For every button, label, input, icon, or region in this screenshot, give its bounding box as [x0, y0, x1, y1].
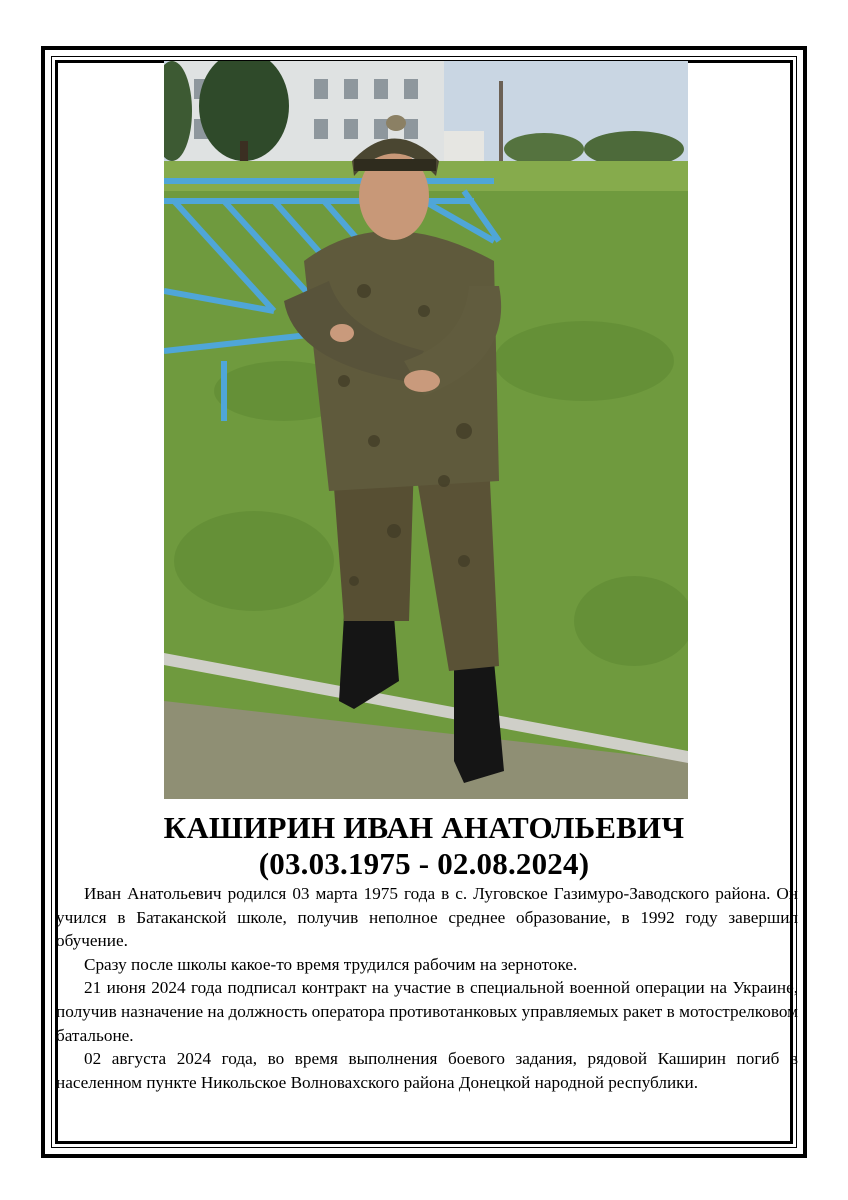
soldier-portrait-illustration — [164, 61, 688, 799]
biography-paragraph: Сразу после школы какое-то время трудился рабочим на зернотоке. — [84, 954, 578, 974]
biography-text — [56, 882, 798, 1094]
person-name: КАШИРИН ИВАН АНАТОЛЬЕВИЧ — [163, 810, 685, 845]
life-dates: (03.03.1975 - 02.08.2024) — [258, 846, 590, 881]
portrait-photo — [164, 61, 688, 799]
biography-paragraph: Иван Анатольевич родился 03 марта 1975 года в с. Луговское Газимуро-Заводского района. Он учился в Батаканской школе, получив неполное среднее образование, в 1992 году завершил обучение. — [56, 884, 798, 951]
biography-paragraph: 21 июня 2024 года подписал контракт на участие в специальной военной операции на Украине, получив назначение на должность оператора противотанковых управляемых ракет в мотострелковом батальоне. — [56, 978, 798, 1045]
biography-paragraph: 02 августа 2024 года, во время выполнения боевого задания, рядовой Каширин погиб в населенном пункте Никольское Волновахского района Донецкой народной республики. — [56, 1049, 798, 1092]
